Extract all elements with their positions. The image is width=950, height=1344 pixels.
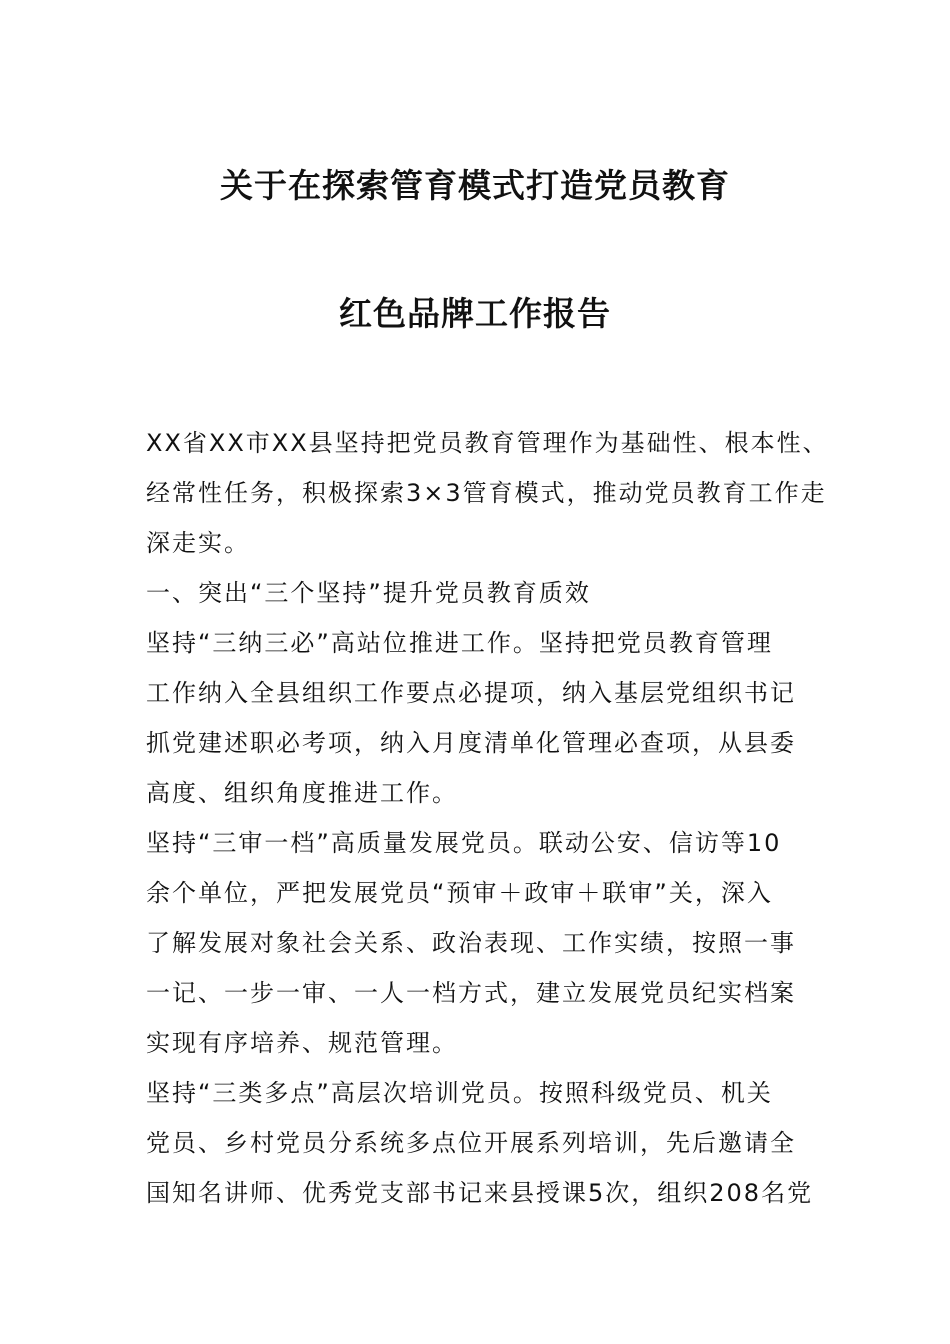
text-line: 经常性任务，积极探索3×3管育模式，推动党员教育工作走	[146, 479, 827, 507]
paragraph-three-lei-duo-dian	[146, 1068, 814, 1218]
text-line: 一、突出“三个坚持”提升党员教育质效	[146, 579, 591, 607]
document-body	[146, 418, 829, 1218]
text-line: 抓党建述职必考项，纳入月度清单化管理必查项，从县委	[146, 729, 796, 757]
text-line: 余个单位，严把发展党员“预审＋政审＋联审”关，深入	[146, 879, 773, 907]
paragraph-intro	[146, 418, 829, 568]
text-line: 工作纳入全县组织工作要点必提项，纳入基层党组织书记	[146, 679, 796, 707]
text-line: 实现有序培养、规范管理。	[146, 1029, 458, 1057]
text-line: 党员、乡村党员分系统多点位开展系列培训，先后邀请全	[146, 1129, 796, 1157]
text-line: 深走实。	[146, 529, 250, 557]
document-title-line-2: 红色品牌工作报告	[339, 294, 611, 333]
text-line: 坚持“三纳三必”高站位推进工作。坚持把党员教育管理	[146, 629, 773, 657]
text-line: 了解发展对象社会关系、政治表现、工作实绩，按照一事	[146, 929, 796, 957]
section-heading-1	[146, 568, 814, 618]
paragraph-three-shen-one-dang	[146, 818, 814, 1068]
text-line: 高度、组织角度推进工作。	[146, 779, 458, 807]
text-line: 国知名讲师、优秀党支部书记来县授课5次，组织208名党	[146, 1179, 814, 1207]
text-line: XX省XX市XX县坚持把党员教育管理作为基础性、根本性、	[146, 429, 829, 457]
text-line: 坚持“三类多点”高层次培训党员。按照科级党员、机关	[146, 1079, 773, 1107]
paragraph-three-na-three-bi	[146, 618, 814, 818]
text-line: 坚持“三审一档”高质量发展党员。联动公安、信访等10	[146, 829, 782, 857]
document-title-line-1: 关于在探索管育模式打造党员教育	[220, 166, 730, 205]
text-line: 一记、一步一审、一人一档方式，建立发展党员纪实档案	[146, 979, 796, 1007]
